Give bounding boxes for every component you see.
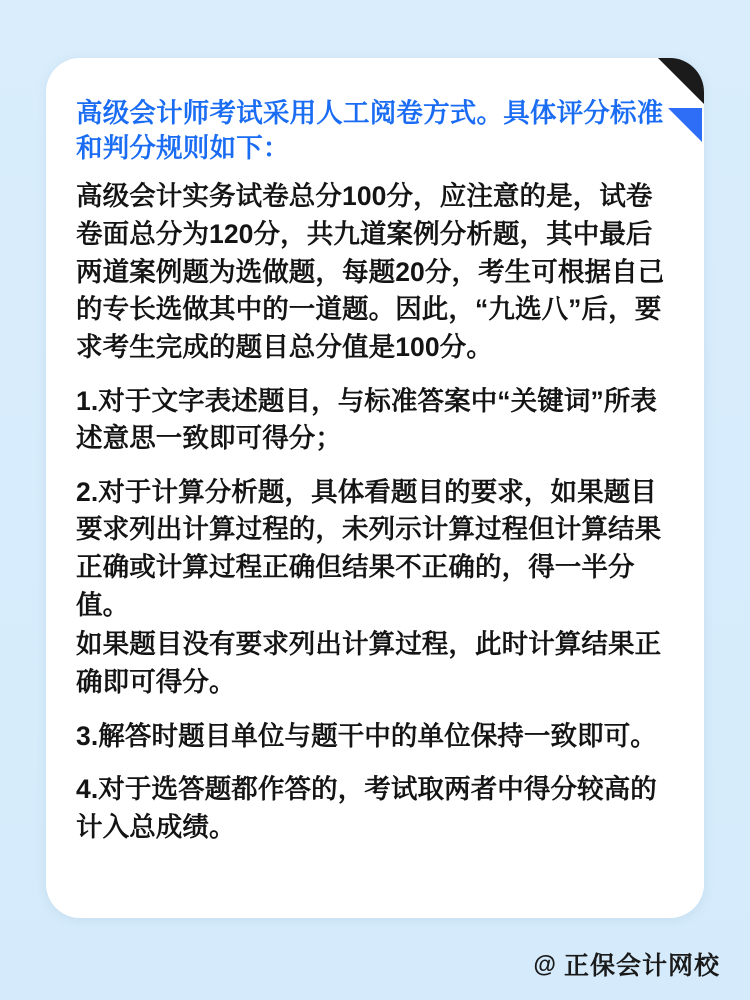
paragraph-intro: 高级会计实务试卷总分100分，应注意的是，试卷卷面总分为120分，共九道案例分析题，其中最后两道案例题为选做题，每题20分，考生可根据自己的专长选做其中的一道题。因此，“九选八”后，要求考生完成的题目总分值是100分。 bbox=[76, 181, 665, 362]
watermark bbox=[534, 946, 720, 982]
content-card bbox=[46, 58, 704, 918]
at-symbol-icon: @ bbox=[533, 950, 556, 977]
brand-name: 正保会计网校 bbox=[563, 952, 720, 980]
paragraph-rule-1: 1.对于文字表述题目，与标准答案中“关键词”所表述意思一致即可得分； bbox=[76, 385, 658, 454]
paragraph-rule-3: 3.解答时题目单位与题干中的单位保持一致即可。 bbox=[76, 720, 657, 751]
paragraph-rule-2: 2.对于计算分析题，具体看题目的要求，如果题目要求列出计算过程的，未列示计算过程但计算结果正确或计算过程正确但结果不正确的，得一半分值。 bbox=[76, 476, 662, 620]
paragraph-rule-4: 4.对于选答题都作答的，考试取两者中得分较高的计入总成绩。 bbox=[76, 774, 657, 842]
card-content bbox=[76, 96, 674, 846]
card-heading: 高级会计师考试采用人工阅卷方式。具体评分标准和判分规则如下： bbox=[76, 98, 664, 164]
paragraph-rule-2-note: 如果题目没有要求列出计算过程，此时计算结果正确即可得分。 bbox=[76, 629, 662, 697]
